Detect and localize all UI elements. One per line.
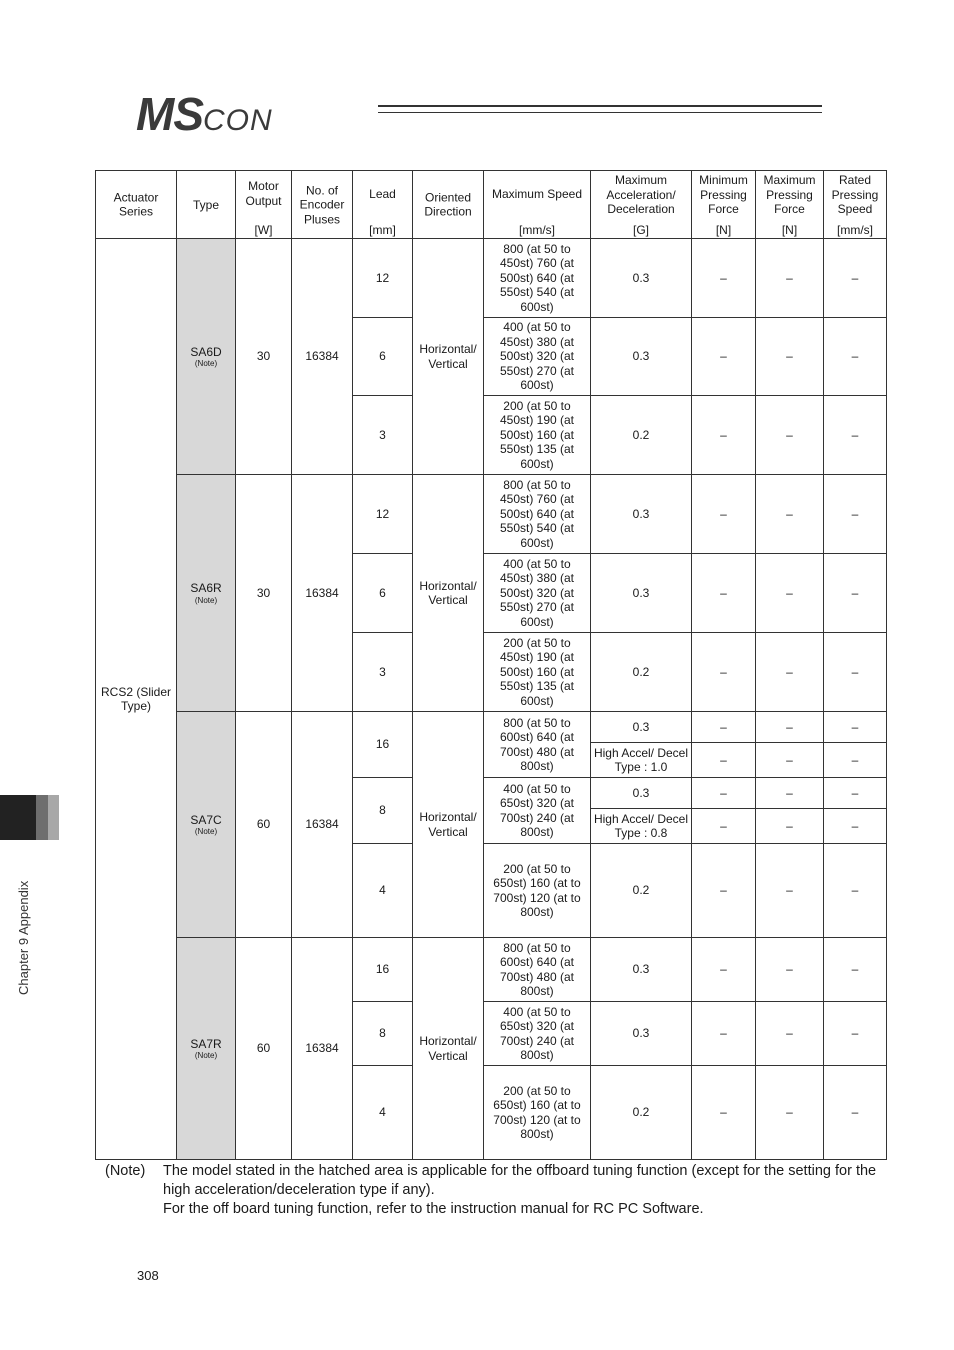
min-pressing-force: – (692, 743, 756, 778)
max-acceleration: 0.2 (591, 633, 692, 712)
motor-output: 30 (236, 475, 292, 712)
header-title: No. of Encoder Pluses (299, 182, 345, 226)
oriented-direction: Horizontal/ Vertical (413, 712, 484, 938)
max-acceleration: 0.3 (591, 239, 692, 318)
type-cell (177, 239, 236, 475)
rated-pressing-speed: – (824, 396, 887, 475)
lead-value: 6 (353, 554, 413, 633)
rated-pressing-speed: – (824, 554, 887, 633)
rated-pressing-speed: – (824, 1002, 887, 1066)
lead-value: 12 (353, 239, 413, 318)
encoder-pulses: 16384 (292, 239, 353, 475)
max-speed: 800 (at 50 to 450st) 760 (at 500st) 640 (at 550st) 540 (at 600st) (484, 239, 591, 318)
max-speed: 200 (at 50 to 450st) 190 (at 500st) 160 (at 550st) 135 (at 600st) (484, 633, 591, 712)
max-speed: 200 (at 50 to 650st) 160 (at to 700st) 120 (at to 800st) (484, 1066, 591, 1160)
table-row (96, 712, 887, 743)
type-name: SA7C (190, 812, 222, 827)
max-acceleration: 0.3 (591, 712, 692, 743)
lead-value: 8 (353, 1002, 413, 1066)
type-note-mark: (Note) (194, 359, 218, 369)
header-unit: [mm/s] (837, 222, 873, 237)
min-pressing-force: – (692, 554, 756, 633)
header-cell (591, 171, 692, 239)
min-pressing-force: – (692, 938, 756, 1002)
header-title: Lead (369, 187, 396, 201)
type-name: SA6D (190, 344, 222, 359)
max-speed: 800 (at 50 to 600st) 640 (at 700st) 480 (at 800st) (484, 938, 591, 1002)
max-acceleration: 0.3 (591, 318, 692, 396)
header-cell (353, 171, 413, 239)
max-speed: 200 (at 50 to 450st) 190 (at 500st) 160 (at 550st) 135 (at 600st) (484, 396, 591, 475)
table-row (96, 475, 887, 554)
oriented-direction: Horizontal/ Vertical (413, 239, 484, 475)
header-cell (413, 171, 484, 239)
rated-pressing-speed: – (824, 938, 887, 1002)
max-pressing-force: – (756, 318, 824, 396)
motor-output: 30 (236, 239, 292, 475)
max-speed: 800 (at 50 to 450st) 760 (at 500st) 640 (at 550st) 540 (at 600st) (484, 475, 591, 554)
lead-value: 3 (353, 396, 413, 475)
min-pressing-force: – (692, 778, 756, 809)
note-line-1: The model stated in the hatched area is applicable for the offboard tuning function (except for the setting for the high acceleration/deceleration type if any). (163, 1163, 877, 1198)
type-note-mark: (Note) (194, 827, 218, 837)
header-cell (177, 171, 236, 239)
max-acceleration: 0.3 (591, 938, 692, 1002)
min-pressing-force: – (692, 396, 756, 475)
type-cell (177, 938, 236, 1160)
lead-value: 4 (353, 1066, 413, 1160)
lead-value: 16 (353, 938, 413, 1002)
max-acceleration: 0.3 (591, 778, 692, 809)
max-acceleration: 0.3 (591, 1002, 692, 1066)
max-pressing-force: – (756, 554, 824, 633)
max-pressing-force: – (756, 844, 824, 938)
max-speed: 400 (at 50 to 450st) 380 (at 500st) 320 (at 550st) 270 (at 600st) (484, 554, 591, 633)
chapter-tab-shade-light (48, 795, 59, 840)
oriented-direction: Horizontal/ Vertical (413, 938, 484, 1160)
max-pressing-force: – (756, 938, 824, 1002)
lead-value: 12 (353, 475, 413, 554)
max-pressing-force: – (756, 1002, 824, 1066)
rated-pressing-speed: – (824, 743, 887, 778)
header-cell (236, 171, 292, 239)
type-name: SA6R (190, 581, 222, 596)
lead-value: 4 (353, 844, 413, 938)
spec-table (95, 170, 887, 1160)
header-unit: [G] (632, 222, 649, 237)
header-title: Maximum Speed (491, 187, 583, 201)
rated-pressing-speed: – (824, 633, 887, 712)
note-label: (Note) (105, 1163, 146, 1179)
max-pressing-force: – (756, 712, 824, 743)
max-speed: 400 (at 50 to 650st) 320 (at 700st) 240 (at 800st) (484, 1002, 591, 1066)
header-rule-thin (378, 112, 822, 113)
note-text (163, 1162, 883, 1219)
motor-output: 60 (236, 712, 292, 938)
mscon-logo: MSCON (136, 88, 273, 140)
header-unit: [N] (715, 222, 732, 237)
chapter-tab-shade (36, 795, 48, 840)
header-unit: [mm/s] (519, 222, 555, 237)
rated-pressing-speed: – (824, 239, 887, 318)
rated-pressing-speed: – (824, 778, 887, 809)
header-title: Maximum Pressing Force (763, 173, 816, 216)
rated-pressing-speed: – (824, 712, 887, 743)
max-speed: 400 (at 50 to 450st) 380 (at 500st) 320 (at 550st) 270 (at 600st) (484, 318, 591, 396)
max-pressing-force: – (756, 778, 824, 809)
page-number: 308 (137, 1268, 159, 1283)
max-speed: 400 (at 50 to 650st) 320 (at 700st) 240 (at 800st) (484, 778, 591, 844)
min-pressing-force: – (692, 633, 756, 712)
header-cell (96, 171, 177, 239)
max-acceleration: 0.2 (591, 844, 692, 938)
max-pressing-force: – (756, 239, 824, 318)
header-title: Actuator Series (113, 190, 159, 219)
chapter-label: Chapter 9 Appendix (16, 880, 31, 995)
max-pressing-force: – (756, 1066, 824, 1160)
header-cell (292, 171, 353, 239)
max-acceleration: 0.2 (591, 396, 692, 475)
header-title: Maximum Acceleration/ Deceleration (606, 173, 676, 216)
max-speed: 800 (at 50 to 600st) 640 (at 700st) 480 (at 800st) (484, 712, 591, 778)
max-acceleration: 0.2 (591, 1066, 692, 1160)
min-pressing-force: – (692, 809, 756, 844)
header-unit: [mm] (369, 222, 396, 237)
min-pressing-force: – (692, 475, 756, 554)
min-pressing-force: – (692, 318, 756, 396)
max-acceleration: 0.3 (591, 554, 692, 633)
min-pressing-force: – (692, 712, 756, 743)
lead-value: 6 (353, 318, 413, 396)
max-acceleration: High Accel/ Decel Type : 1.0 (591, 743, 692, 778)
min-pressing-force: – (692, 239, 756, 318)
header-cell (484, 171, 591, 239)
header-cell (824, 171, 887, 239)
max-pressing-force: – (756, 396, 824, 475)
encoder-pulses: 16384 (292, 475, 353, 712)
motor-output: 60 (236, 938, 292, 1160)
type-name: SA7R (190, 1036, 222, 1051)
table-row (96, 239, 887, 318)
max-acceleration: High Accel/ Decel Type : 0.8 (591, 809, 692, 844)
type-note-mark: (Note) (194, 595, 218, 605)
actuator-series: RCS2 (Slider Type) (96, 239, 177, 1160)
max-pressing-force: – (756, 743, 824, 778)
max-speed: 200 (at 50 to 650st) 160 (at to 700st) 120 (at to 800st) (484, 844, 591, 938)
type-cell (177, 475, 236, 712)
header-unit: [N] (781, 222, 798, 237)
type-cell (177, 712, 236, 938)
header-cell (756, 171, 824, 239)
min-pressing-force: – (692, 1066, 756, 1160)
header-title: Rated Pressing Speed (831, 173, 879, 216)
max-acceleration: 0.3 (591, 475, 692, 554)
lead-value: 3 (353, 633, 413, 712)
header-title: Minimum Pressing Force (699, 173, 748, 216)
header-cell (692, 171, 756, 239)
header-row (96, 171, 887, 239)
rated-pressing-speed: – (824, 844, 887, 938)
min-pressing-force: – (692, 844, 756, 938)
max-pressing-force: – (756, 633, 824, 712)
table-row (96, 938, 887, 1002)
header-unit: [W] (254, 222, 273, 237)
lead-value: 16 (353, 712, 413, 778)
oriented-direction: Horizontal/ Vertical (413, 475, 484, 712)
lead-value: 8 (353, 778, 413, 844)
header-title: Type (192, 197, 219, 212)
encoder-pulses: 16384 (292, 712, 353, 938)
note-line-2: For the off board tuning function, refer to the instruction manual for RC PC Software. (163, 1201, 704, 1217)
rated-pressing-speed: – (824, 1066, 887, 1160)
header-title: Oriented Direction (424, 190, 472, 219)
min-pressing-force: – (692, 1002, 756, 1066)
rated-pressing-speed: – (824, 318, 887, 396)
header-title: Motor Output (245, 179, 282, 208)
encoder-pulses: 16384 (292, 938, 353, 1160)
header-rule (378, 105, 822, 107)
max-pressing-force: – (756, 809, 824, 844)
rated-pressing-speed: – (824, 809, 887, 844)
type-note-mark: (Note) (194, 1051, 218, 1061)
rated-pressing-speed: – (824, 475, 887, 554)
max-pressing-force: – (756, 475, 824, 554)
